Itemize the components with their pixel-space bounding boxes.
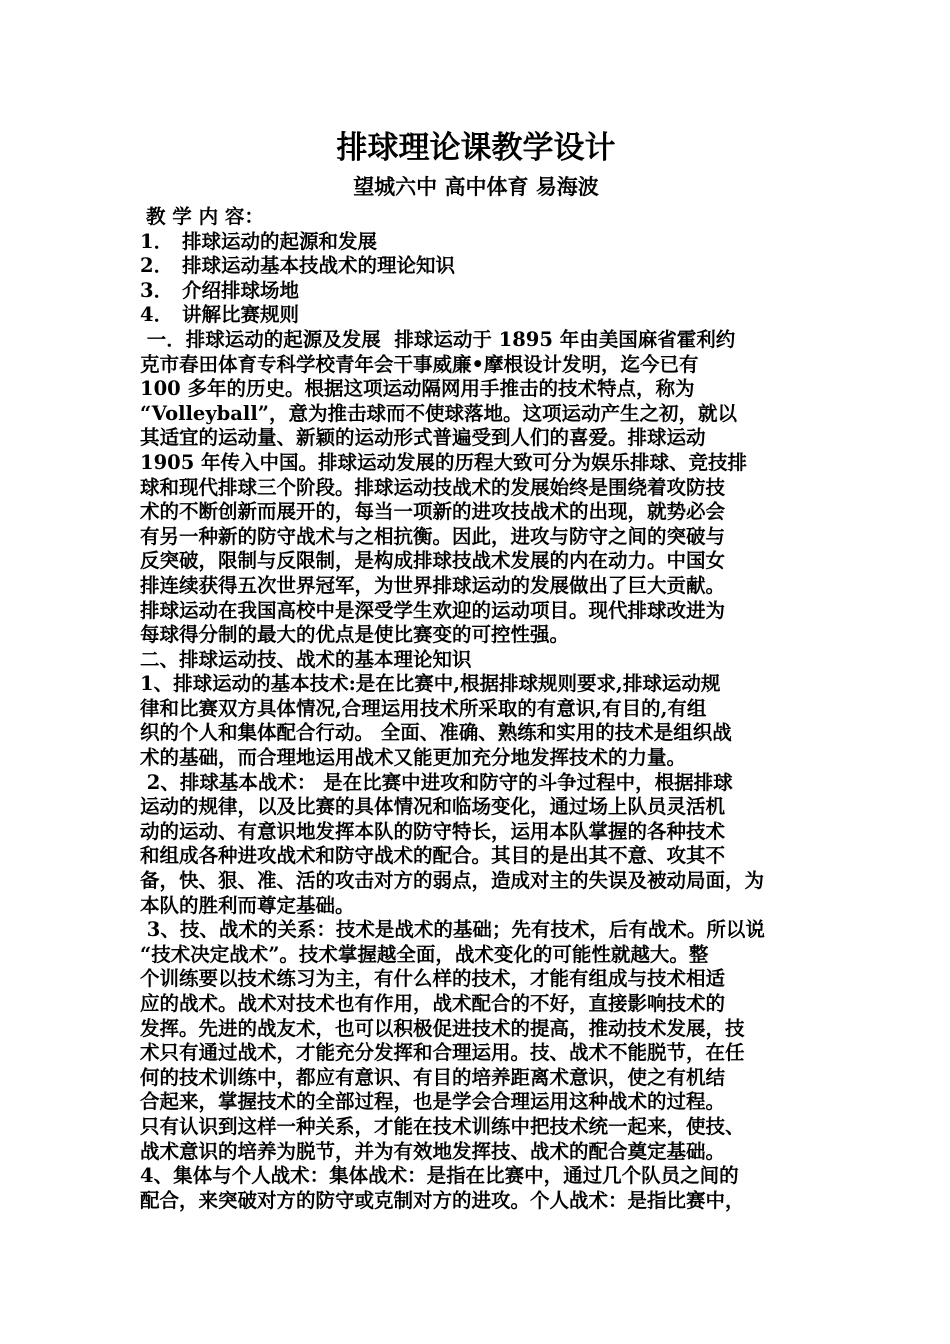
text-line: “Volleyball”，意为推击球而不使球落地。这项运动产生之初，就以	[140, 401, 737, 425]
text-line: 只有认识到这样一种关系，才能在技术训练中把技术统一起来，使技、	[140, 1114, 745, 1138]
list-number: 3．	[140, 278, 174, 302]
text-line: 2、排球基本战术： 是在比赛中进攻和防守的斗争过程中，根据排球	[140, 770, 733, 794]
document-title: 排球理论课教学设计	[336, 130, 616, 166]
text-line: 术的不断创新而展开的，每当一项新的进攻技战术的出现，就势必会	[140, 500, 726, 524]
list-text: 排球运动的起源和发展	[182, 229, 378, 253]
text-line: 1、排球运动的基本技术:是在比赛中,根据排球规则要求,排球运动规	[140, 672, 721, 696]
list-number: 4．	[140, 303, 174, 327]
text-line: 应的战术。战术对技术也有作用，战术配合的不好，直接影响技术的	[140, 992, 726, 1015]
list-text: 介绍排球场地	[182, 278, 300, 302]
text-line: 1905 年传入中国。排球运动发展的历程大致可分为娱乐排球、竞技排	[140, 450, 748, 474]
text-line: 合起来，掌握技术的全部过程，也是学会合理运用这种战术的过程。	[140, 1090, 726, 1114]
document-page	[140, 125, 812, 1213]
text-line: 术的基础，而合理地运用战术又能更加充分地发挥技术的力量。	[140, 746, 687, 770]
content-list-item	[140, 279, 812, 304]
text-line: 运动的规律，以及比赛的具体情况和临场变化，通过场上队员灵活机	[140, 795, 726, 819]
text-line: 本队的胜利而尊定基础。	[140, 893, 355, 917]
text-line: 织的个人和集体配合行动。 全面、准确、熟练和实用的技术是组织战	[140, 721, 732, 745]
body-text	[140, 328, 812, 1213]
text-line: 反突破，限制与反限制，是构成排球技战术发展的内在动力。中国女	[140, 549, 726, 573]
text-line: 100 多年的历史。根据这项运动隔网用手推击的技术特点，称为	[140, 377, 695, 401]
text-line: 个训练要以技术练习为主，有什么样的技术，才能有组成与技术相适	[140, 967, 726, 991]
text-line: 每球得分制的最大的优点是使比赛变的可控性强。	[140, 623, 570, 647]
text-line: 发挥。先进的战友术，也可以积极促进技术的提高，推动技术发展，技	[140, 1016, 745, 1040]
text-line: 排球运动在我国高校中是深受学生欢迎的运动项目。现代排球改进为	[140, 598, 726, 622]
list-number: 1．	[140, 229, 174, 253]
text-line: 战术意识的培养为脱节，并为有效地发挥技、战术的配合奠定基础。	[140, 1139, 726, 1163]
list-text: 排球运动基本技战术的理论知识	[182, 254, 456, 278]
text-line: 动的运动、有意识地发挥本队的防守特长，运用本队掌握的各种技术	[140, 819, 726, 843]
text-line: 克市春田体育专科学校青年会干事威廉•摩根设计发明，迄今已有	[140, 352, 699, 376]
text-line: 有另一种新的防守战术与之相抗衡。因此，进攻与防守之间的突破与	[140, 524, 726, 548]
content-list	[140, 230, 812, 328]
text-line: 其适宜的运动量、新颖的运动形式普遍受到人们的喜爱。排球运动	[140, 426, 706, 450]
text-line: 术只有通过战术，才能充分发挥和合理运用。技、战术不能脱节，在任	[140, 1041, 745, 1065]
text-line: 何的技术训练中，都应有意识、有目的培养距离术意识，使之有机结	[140, 1065, 726, 1089]
text-line: 备，快、狠、准、活的攻击对方的弱点，造成对主的失误及被动局面，为	[140, 869, 765, 893]
text-line: 律和比赛双方具体情况,合理运用技术所采取的有意识,有目的,有组	[140, 696, 707, 720]
content-list-item	[140, 303, 812, 328]
list-number: 2．	[140, 254, 174, 278]
content-list-item	[140, 230, 812, 255]
document-subtitle: 望城六中 高中体育 易海波	[353, 174, 599, 199]
section-heading: 二、排球运动技、战术的基本理论知识	[140, 647, 472, 671]
content-heading: 教 学 内 容：	[146, 205, 264, 228]
text-line: “技术决定战术”。技术掌握越全面，战术变化的可能性就越大。整	[140, 942, 709, 966]
text-line: 一．排球运动的起源及发展 排球运动于 1895 年由美国麻省霍利约	[140, 327, 736, 351]
list-text: 讲解比赛规则	[182, 303, 300, 327]
text-line: 4、集体与个人战术：集体战术：是指在比赛中，通过几个队员之间的	[140, 1164, 739, 1188]
text-line: 配合，来突破对方的防守或克制对方的进攻。个人战术：是指比赛中，	[140, 1188, 745, 1212]
content-list-item	[140, 254, 812, 279]
text-line: 排连续获得五次世界冠军，为世界排球运动的发展做出了巨大贡献。	[140, 573, 726, 597]
text-line: 球和现代排球三个阶段。排球运动技战术的发展始终是围绕着攻防技	[140, 475, 726, 499]
text-line: 3、技、战术的关系：技术是战术的基础；先有技术，后有战术。所以说	[140, 918, 765, 942]
text-line: 和组成各种进攻战术和防守战术的配合。其目的是出其不意、攻其不	[140, 844, 726, 868]
